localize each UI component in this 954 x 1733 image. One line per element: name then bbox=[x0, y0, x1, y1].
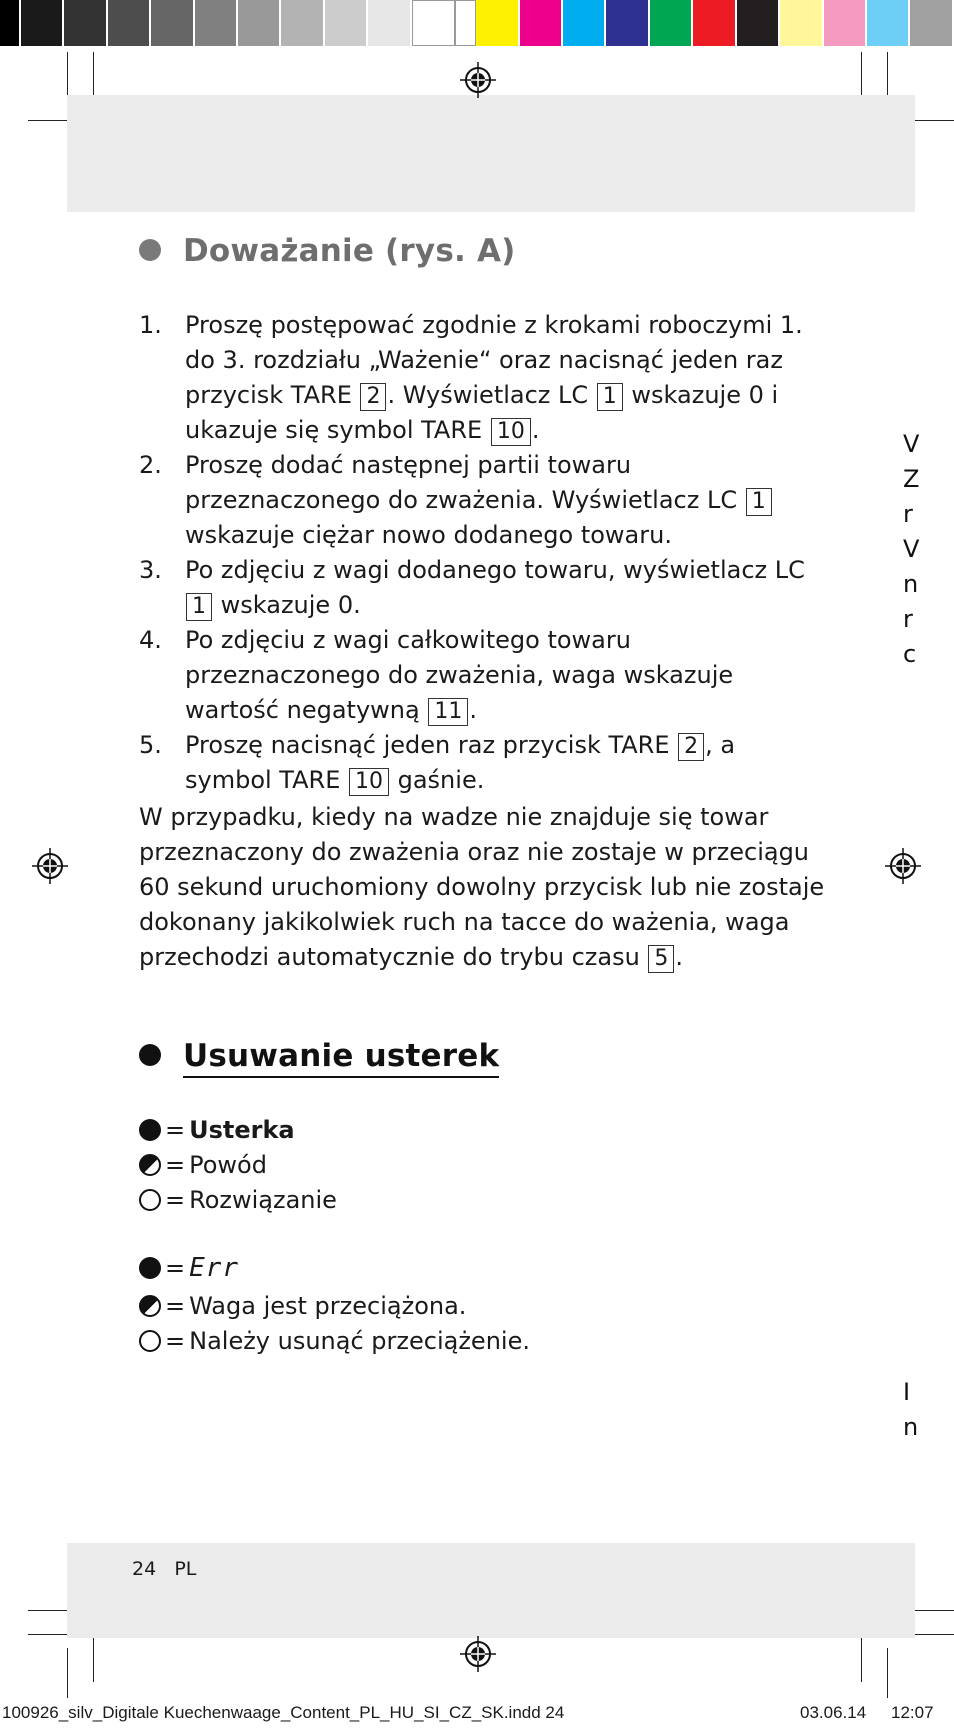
color-swatch bbox=[650, 0, 693, 46]
legend-label: Powód bbox=[189, 1151, 267, 1179]
empty-circle-icon bbox=[139, 1330, 161, 1352]
text-run: . bbox=[469, 696, 477, 724]
color-swatch bbox=[325, 0, 368, 46]
registration-mark-icon bbox=[885, 848, 921, 884]
section-heading-usuwanie-usterek bbox=[139, 1038, 499, 1074]
reference-number-box: 1 bbox=[597, 383, 623, 411]
language-code: PL bbox=[174, 1558, 197, 1580]
empty-circle-icon bbox=[139, 1189, 161, 1211]
color-swatch bbox=[64, 0, 107, 46]
legend-solution bbox=[139, 1186, 337, 1214]
text-run: Proszę dodać następnej partii towaru przeznaczonego do zważenia. Wyświetlacz LC bbox=[185, 451, 745, 514]
bullet-icon bbox=[139, 1044, 161, 1066]
bullet-icon bbox=[139, 239, 161, 261]
auto-timeout-paragraph bbox=[139, 800, 829, 975]
equals-sign: = bbox=[165, 1186, 186, 1214]
page-number: 24 bbox=[132, 1558, 157, 1580]
print-time: 12:07 bbox=[891, 1703, 934, 1722]
crop-mark bbox=[67, 1648, 68, 1698]
text-run: gaśnie. bbox=[389, 766, 485, 794]
section-title: Doważanie (rys. A) bbox=[183, 233, 516, 269]
color-swatch bbox=[21, 0, 64, 46]
legend-cause bbox=[139, 1151, 267, 1179]
step-item bbox=[139, 728, 829, 798]
reference-number-box: 5 bbox=[648, 945, 674, 973]
color-swatch bbox=[910, 0, 953, 46]
error-code-display: Err bbox=[189, 1253, 240, 1283]
color-swatch bbox=[195, 0, 238, 46]
reference-number-box: 11 bbox=[428, 698, 468, 726]
filled-circle-icon bbox=[139, 1119, 161, 1141]
header-band bbox=[67, 95, 915, 212]
text-run: wskazuje 0 i ukazuje się symbol TARE bbox=[185, 381, 779, 444]
crop-mark bbox=[93, 52, 94, 100]
file-name: 100926_silv_Digitale Kuechenwaage_Content_PL_HU_SI_CZ_SK.indd 24 bbox=[2, 1703, 565, 1722]
steps-list bbox=[139, 308, 829, 798]
crop-mark bbox=[861, 52, 862, 100]
color-swatch bbox=[737, 0, 780, 46]
color-swatch bbox=[780, 0, 823, 46]
solution-text: Należy usunąć przeciążenie. bbox=[189, 1327, 530, 1355]
section-heading-doważanie bbox=[139, 233, 516, 269]
color-swatch bbox=[368, 0, 411, 46]
registration-mark-icon bbox=[460, 1636, 496, 1672]
color-swatch bbox=[693, 0, 736, 46]
color-swatch bbox=[476, 0, 519, 46]
text-run: Proszę postępować zgodnie z krokami roboczymi 1. do 3. rozdziału „Ważenie“ oraz nacisnąć jeden raz przycisk TARE bbox=[185, 311, 803, 409]
equals-sign: = bbox=[165, 1292, 186, 1320]
edge-fragment: r bbox=[903, 500, 913, 528]
reference-number-box: 1 bbox=[186, 593, 212, 621]
text-run: , a symbol TARE bbox=[185, 731, 736, 794]
color-swatch bbox=[867, 0, 910, 46]
print-date: 03.06.14 bbox=[800, 1703, 867, 1722]
solution-overload bbox=[139, 1327, 530, 1355]
edge-fragment: I bbox=[903, 1378, 911, 1406]
edge-fragment: V bbox=[903, 430, 920, 458]
cause-text: Waga jest przeciążona. bbox=[189, 1292, 467, 1320]
edge-fragment: n bbox=[903, 570, 919, 598]
equals-sign: = bbox=[165, 1327, 186, 1355]
reference-number-box: 10 bbox=[491, 418, 531, 446]
edge-fragment: V bbox=[903, 535, 920, 563]
cause-overload bbox=[139, 1292, 466, 1320]
color-swatch bbox=[824, 0, 867, 46]
crop-mark bbox=[861, 1632, 862, 1682]
reference-number-box: 1 bbox=[746, 488, 772, 516]
step-number: 3. bbox=[139, 556, 162, 584]
registration-mark-icon bbox=[460, 62, 496, 98]
color-swatch bbox=[238, 0, 281, 46]
step-item bbox=[139, 553, 829, 623]
crop-mark bbox=[67, 52, 68, 100]
text-run: W przypadku, kiedy na wadze nie znajduje się towar przeznaczony do zważenia oraz nie zostaje w przeciągu 60 sekund uruchomiony dowolny przycisk lub nie zostaje dokonany jakikolwiek ruch na tacce do ważenia, waga przechodzi automatycznie do trybu czasu bbox=[139, 803, 825, 971]
color-swatch bbox=[606, 0, 649, 46]
section-title: Usuwanie usterek bbox=[183, 1038, 499, 1078]
crop-mark bbox=[93, 1632, 94, 1682]
legend-label: Usterka bbox=[189, 1116, 295, 1144]
text-run: Po zdjęciu z wagi dodanego towaru, wyświetlacz LC bbox=[185, 556, 805, 584]
color-swatch bbox=[151, 0, 194, 46]
text-run: wskazuje 0. bbox=[213, 591, 361, 619]
text-run: . Wyświetlacz LC bbox=[387, 381, 596, 409]
half-circle-icon bbox=[139, 1295, 161, 1317]
color-swatch bbox=[563, 0, 606, 46]
color-calibration-bar bbox=[0, 0, 954, 46]
half-circle-icon bbox=[139, 1154, 161, 1176]
edge-fragment: r bbox=[903, 605, 913, 633]
legend-label: Rozwiązanie bbox=[189, 1186, 337, 1214]
text-run: Proszę nacisnąć jeden raz przycisk TARE bbox=[185, 731, 678, 759]
registration-mark-icon bbox=[32, 848, 68, 884]
color-swatch bbox=[455, 0, 476, 46]
text-run: . bbox=[675, 943, 684, 971]
reference-number-box: 10 bbox=[349, 768, 389, 796]
equals-sign: = bbox=[165, 1151, 186, 1179]
color-swatch bbox=[520, 0, 563, 46]
equals-sign: = bbox=[165, 1254, 186, 1282]
edge-fragment: n bbox=[903, 1413, 919, 1441]
text-run: Po zdjęciu z wagi całkowitego towaru przeznaczonego do zważenia, waga wskazuje wartość negatywną bbox=[185, 626, 734, 724]
reference-number-box: 2 bbox=[360, 383, 386, 411]
edge-fragment: Z bbox=[903, 465, 920, 493]
step-item bbox=[139, 448, 829, 553]
step-number: 1. bbox=[139, 311, 162, 339]
equals-sign: = bbox=[165, 1116, 186, 1144]
text-run: . bbox=[531, 416, 540, 444]
fault-err bbox=[139, 1253, 239, 1283]
text-run: wskazuje ciężar nowo dodanego towaru. bbox=[185, 521, 672, 549]
reference-number-box: 2 bbox=[678, 733, 704, 761]
page-footer bbox=[132, 1558, 196, 1580]
step-number: 5. bbox=[139, 731, 162, 759]
crop-mark bbox=[887, 1648, 888, 1698]
edge-fragment: c bbox=[903, 640, 917, 668]
color-swatch bbox=[412, 0, 455, 46]
step-item bbox=[139, 623, 829, 728]
color-swatch bbox=[108, 0, 151, 46]
step-number: 2. bbox=[139, 451, 162, 479]
crop-mark bbox=[887, 52, 888, 100]
filled-circle-icon bbox=[139, 1257, 161, 1279]
legend-fault bbox=[139, 1116, 295, 1144]
step-number: 4. bbox=[139, 626, 162, 654]
color-swatch bbox=[281, 0, 324, 46]
color-swatch bbox=[0, 0, 21, 46]
step-item bbox=[139, 308, 829, 448]
